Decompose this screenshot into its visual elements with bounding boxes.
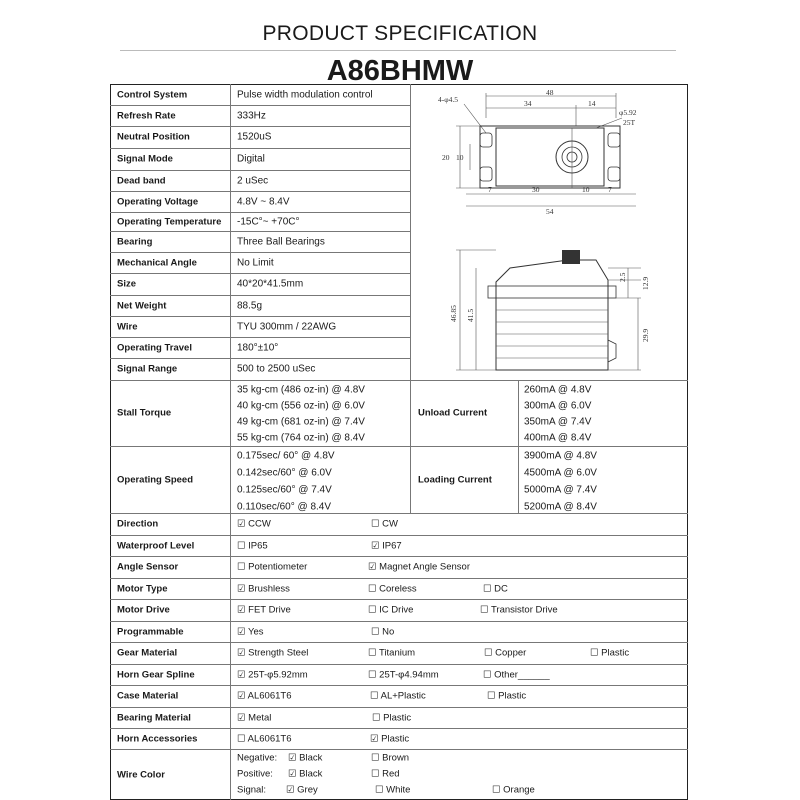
speed-value: 0.175sec/ 60° @ 4.8V [237,450,335,462]
option-item [480,605,558,616]
column-divider [518,446,519,513]
side-view-drawing [436,240,656,375]
spec-value: Pulse width modulation control [237,89,373,100]
unchecked-box-icon: ☐ [487,690,499,702]
option-item [237,648,308,659]
column-divider [230,685,231,707]
option-label: Case Material [117,690,179,702]
speed-value-2: 5000mA @ 7.4V [524,484,597,496]
torque-value: 40 kg-cm (556 oz-in) @ 6.0V [237,400,365,412]
option-label: Motor Drive [117,604,170,616]
option-label: Angle Sensor [117,561,179,573]
option-text: AL6061T6 [247,690,292,702]
row-divider [110,105,410,106]
row-divider [110,170,410,171]
speed-label-2: Loading Current [418,474,492,485]
option-text: Other______ [494,669,550,680]
dim-7b: 7 [608,185,612,194]
unchecked-box-icon: ☐ [371,752,383,764]
column-divider [230,642,231,664]
dim-14: 14 [588,99,596,108]
wire-color-label: Wire Color [117,769,165,780]
wire-option [375,785,410,796]
option-text: Yes [247,626,264,637]
option-text: CCW [248,518,271,530]
option-item [237,626,263,637]
spec-label: Bearing [117,236,153,247]
wire-option [492,785,535,796]
option-text: IP67 [382,540,402,551]
spec-value: No Limit [237,257,274,268]
dim-54: 54 [546,207,554,216]
option-text: Titanium [378,647,416,659]
wire-option [288,753,322,764]
option-item [368,583,417,594]
title-divider [120,50,676,51]
torque-value: 55 kg-cm (764 oz-in) @ 8.4V [237,432,365,444]
spec-label: Neutral Position [117,131,190,143]
speed-value-2: 3900mA @ 4.8V [524,450,597,462]
torque-value: 49 kg-cm (681 oz-in) @ 7.4V [237,416,365,428]
spec-label: Operating Voltage [117,196,199,207]
column-divider [230,535,231,556]
unchecked-box-icon: ☐ [484,647,496,659]
spec-label: Signal Range [117,363,178,375]
spec-value: 180°±10° [237,342,279,353]
dim-2-5: 2.5 [618,272,627,282]
checked-box-icon: ☑ [237,690,248,702]
unchecked-box-icon: ☐ [237,540,249,551]
unchecked-box-icon: ☐ [590,647,602,659]
row-divider [110,358,410,359]
spec-value: 88.5g [237,300,263,311]
option-item [368,669,439,680]
option-text: Coreless [379,583,417,594]
torque-label: Stall Torque [117,407,172,419]
speed-value-2: 5200mA @ 8.4V [524,501,597,513]
wire-row-name: Negative: [237,752,278,764]
option-text: No [382,626,395,637]
column-divider [230,513,231,535]
unchecked-box-icon: ☐ [237,561,249,573]
torque-value-2: 400mA @ 8.4V [524,432,592,444]
option-item [237,605,291,616]
option-text: IC Drive [379,604,414,616]
option-item [371,540,402,551]
spec-value: 40*20*41.5mm [237,278,304,290]
column-divider [518,380,519,446]
option-item [371,626,394,637]
unchecked-box-icon: ☐ [375,784,387,796]
option-item [368,562,470,573]
option-item [237,733,291,744]
option-text: Plastic [383,712,412,723]
option-item [368,605,413,616]
wire-option-text: White [386,784,411,796]
speed-value-2: 4500mA @ 6.0V [524,467,597,479]
torque-value-2: 350mA @ 7.4V [524,416,592,428]
unchecked-box-icon: ☐ [368,583,380,594]
spec-label: Mechanical Angle [117,257,197,268]
option-text: Magnet Angle Sensor [379,561,470,573]
dim-holes: 4-φ4.5 [438,95,458,104]
dim-10: 10 [456,153,464,162]
dim-48: 48 [546,88,554,97]
spec-label: Control System [117,89,188,100]
page-title: PRODUCT SPECIFICATION [262,22,538,45]
option-item [370,691,426,702]
option-text: Brushless [248,583,290,594]
column-divider [230,707,231,728]
spec-label: Wire [117,321,138,332]
option-item [487,691,526,702]
option-text: Transistor Drive [490,604,558,616]
row-divider [110,252,410,253]
column-divider [230,621,231,642]
spec-value: Three Ball Bearings [237,236,325,247]
dim-10b: 10 [582,185,590,194]
column-divider [230,749,231,800]
speed-value: 0.125sec/60° @ 7.4V [237,484,332,496]
wire-option-text: Black [299,768,323,780]
row-divider [110,295,410,296]
option-item [590,648,629,659]
unchecked-box-icon: ☐ [368,669,380,680]
option-text: Plastic [601,647,630,659]
option-label: Horn Gear Spline [117,669,195,680]
option-item [237,691,291,702]
option-item [237,519,271,530]
dim-20: 20 [442,153,450,162]
row-divider [110,749,688,750]
wire-option-text: Black [299,752,323,764]
option-item [483,669,550,680]
column-divider [410,380,411,446]
checked-box-icon: ☑ [237,604,249,616]
column-divider [230,556,231,578]
checked-box-icon: ☑ [237,626,248,637]
dim-12-9: 12.9 [641,276,650,290]
unchecked-box-icon: ☐ [483,583,495,594]
speed-label: Operating Speed [117,474,194,485]
unchecked-box-icon: ☐ [371,626,383,637]
wire-row-name: Positive: [237,768,273,780]
option-label: Motor Type [117,583,168,594]
option-item [237,562,307,573]
spec-value: -15C°~ +70C° [237,216,300,227]
option-text: Copper [495,647,527,659]
column-divider [230,728,231,749]
column-divider [230,599,231,621]
option-text: CW [382,518,398,530]
option-text: IP65 [248,540,268,551]
row-divider [110,685,688,686]
option-text: AL6061T6 [247,733,292,744]
row-divider [110,191,410,192]
option-item [484,648,526,659]
unchecked-box-icon: ☐ [372,712,384,723]
option-item [483,583,508,594]
unchecked-box-icon: ☐ [371,518,383,530]
wire-option-text: Grey [297,784,318,796]
spec-value: 333Hz [237,110,266,121]
checked-box-icon: ☑ [286,784,298,796]
option-label: Bearing Material [117,712,191,723]
row-divider [110,578,688,579]
wire-option-text: Red [382,768,400,780]
option-item [237,583,290,594]
wire-option [286,785,318,796]
option-text: Strength Steel [248,647,309,659]
row-divider [110,642,688,643]
spec-label: Size [117,278,137,290]
checked-box-icon: ☑ [237,583,249,594]
option-label: Horn Accessories [117,733,198,744]
option-text: Potentiometer [248,561,308,573]
row-divider [110,212,410,213]
row-divider [110,599,688,600]
top-view-drawing [436,88,646,218]
checked-box-icon: ☑ [237,712,249,723]
checked-box-icon: ☑ [288,768,300,780]
spec-value: 2 uSec [237,175,269,186]
dim-29-9: 29.9 [641,328,650,342]
option-text: AL+Plastic [380,690,426,702]
spec-label: Net Weight [117,300,167,311]
dim-34: 34 [524,99,532,108]
speed-value: 0.110sec/60° @ 8.4V [237,501,332,513]
torque-value-2: 300mA @ 6.0V [524,400,592,412]
dim-46-85: 46.85 [449,305,458,322]
column-divider [230,446,231,513]
row-divider [110,556,688,557]
option-item [237,712,271,723]
option-item [237,669,308,680]
option-label: Programmable [117,626,184,637]
spec-value: Digital [237,153,265,165]
spec-label: Signal Mode [117,153,173,165]
column-divider [230,84,231,380]
unchecked-box-icon: ☐ [480,604,491,616]
option-label: Gear Material [117,647,178,659]
checked-box-icon: ☑ [288,752,300,764]
spec-label: Dead band [117,175,166,186]
unchecked-box-icon: ☐ [370,690,381,702]
wire-option-text: Orange [503,784,535,796]
option-item [368,648,415,659]
dim-spline-teeth: 25T [623,118,636,127]
column-divider [230,578,231,599]
row-divider [110,728,688,729]
column-divider [410,446,411,513]
option-item [371,519,398,530]
torque-label-2: Unload Current [418,407,488,419]
row-divider [110,513,688,514]
dim-30: 30 [532,185,540,194]
column-divider [410,84,411,380]
row-divider [110,446,688,447]
wire-option [288,769,322,780]
checked-box-icon: ☑ [368,561,380,573]
torque-value-2: 260mA @ 4.8V [524,384,592,396]
column-divider [230,664,231,685]
option-label: Waterproof Level [117,540,195,551]
column-divider [230,380,231,446]
checked-box-icon: ☑ [370,733,382,744]
option-text: Plastic [381,733,410,744]
row-divider [110,231,410,232]
row-divider [110,148,410,149]
option-text: DC [494,583,508,594]
unchecked-box-icon: ☐ [492,784,504,796]
dim-7a: 7 [488,185,492,194]
unchecked-box-icon: ☐ [483,669,495,680]
spec-value: 4.8V ~ 8.4V [237,196,290,207]
row-divider [110,535,688,536]
option-text: 25T-φ5.92mm [248,669,308,680]
spec-label: Operating Travel [117,342,192,353]
unchecked-box-icon: ☐ [368,604,380,616]
row-divider [110,273,410,274]
option-label: Direction [117,518,159,530]
unchecked-box-icon: ☐ [368,647,379,659]
checked-box-icon: ☑ [237,647,249,659]
model-name: A86BHMW [326,55,474,87]
spec-label: Refresh Rate [117,110,176,121]
unchecked-box-icon: ☐ [237,733,248,744]
row-divider [110,126,410,127]
row-divider [110,380,688,381]
wire-option [371,753,409,764]
checked-box-icon: ☑ [237,518,249,530]
row-divider [110,621,688,622]
dim-spline-dia: φ5.92 [619,108,637,117]
row-divider [110,316,410,317]
spec-value: 1520uS [237,131,272,143]
option-text: Plastic [498,690,527,702]
option-text: FET Drive [248,604,291,616]
dim-41-5: 41.5 [466,308,475,322]
option-item [370,733,409,744]
spec-value: TYU 300mm / 22AWG [237,321,337,332]
row-divider [110,337,410,338]
speed-value: 0.142sec/60° @ 6.0V [237,467,332,479]
spec-label: Operating Temperature [117,216,222,227]
option-item [372,712,411,723]
option-text: Metal [248,712,272,723]
spec-value: 500 to 2500 uSec [237,363,316,375]
wire-option-text: Brown [382,752,410,764]
wire-row-name: Signal: [237,784,267,796]
row-divider [110,664,688,665]
checked-box-icon: ☑ [237,669,249,680]
wire-option [371,769,400,780]
torque-value: 35 kg-cm (486 oz-in) @ 4.8V [237,384,365,396]
checked-box-icon: ☑ [371,540,383,551]
option-item [237,540,268,551]
option-text: 25T-φ4.94mm [379,669,439,680]
unchecked-box-icon: ☐ [371,768,383,780]
row-divider [110,707,688,708]
